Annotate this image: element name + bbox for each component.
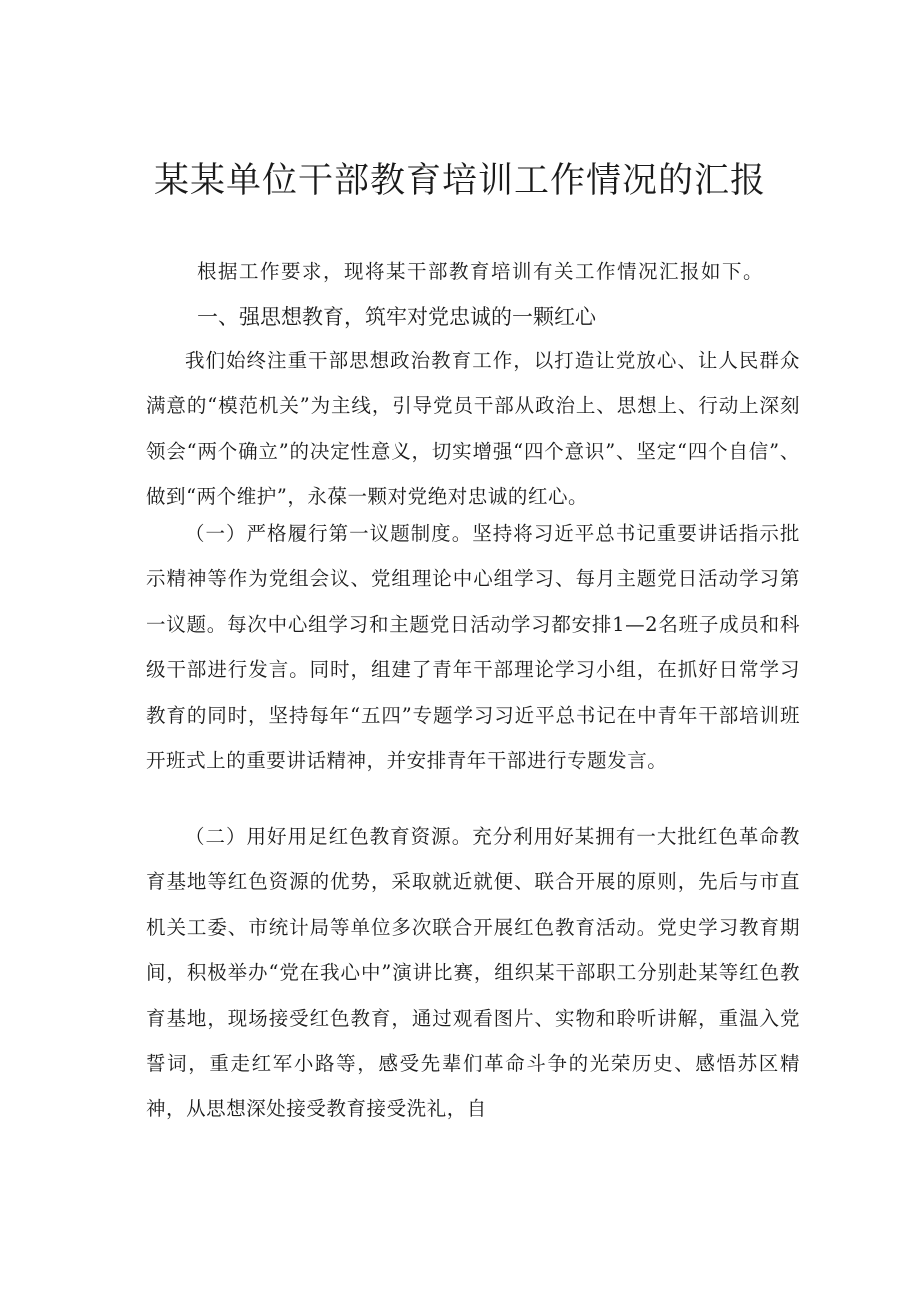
document-title: 某某单位干部教育培训工作情况的汇报 (153, 161, 766, 201)
body-paragraph: （二）用好用足红色教育资源。充分利用好某拥有一大批红色革命教育基地等红色资源的优势，采取就近就便、联合开展的原则，先后与市直机关工委、市统计局等单位多次联合开展红色教育活动。党史学习教育期间，积极举办“党在我心中”演讲比赛，组织某干部职工分别赴某等红色教育基地，现场接受红色教育，通过观看图片、实物和聆听讲解，重温入党誓词，重走红军小路等，感受先辈们革命斗争的光荣历史、感悟苏区精神，从思想深处接受教育接受洗礼，自 (146, 825, 800, 1121)
body-paragraph: 我们始终注重干部思想政治教育工作，以打造让党放心、让人民群众满意的“模范机关”为主线，引导党员干部从政治上、思想上、行动上深刻领会“两个确立”的决定性意义，切实增强“四个意识”、坚定“四个自信”、做到“两个维护”，永葆一颗对党绝对忠诚的红心。 (146, 349, 800, 509)
section-heading: 一、强思想教育，筑牢对党忠诚的一颗红心 (197, 305, 596, 329)
intro-paragraph: 根据工作要求，现将某干部教育培训有关工作情况汇报如下。 (197, 260, 765, 283)
body-paragraph: （一）严格履行第一议题制度。坚持将习近平总书记重要讲话指示批示精神等作为党组会议、党组理论中心组学习、每月主题党日活动学习第一议题。每次中心组学习和主题党日活动学习都安排1—2名班子成员和科级干部进行发言。同时，组建了青年干部理论学习小组，在抓好日常学习教育的同时，坚持每年“五四”专题学习习近平总书记在中青年干部培训班开班式上的重要讲话精神，并安排青年干部进行专题发言。 (146, 522, 800, 773)
